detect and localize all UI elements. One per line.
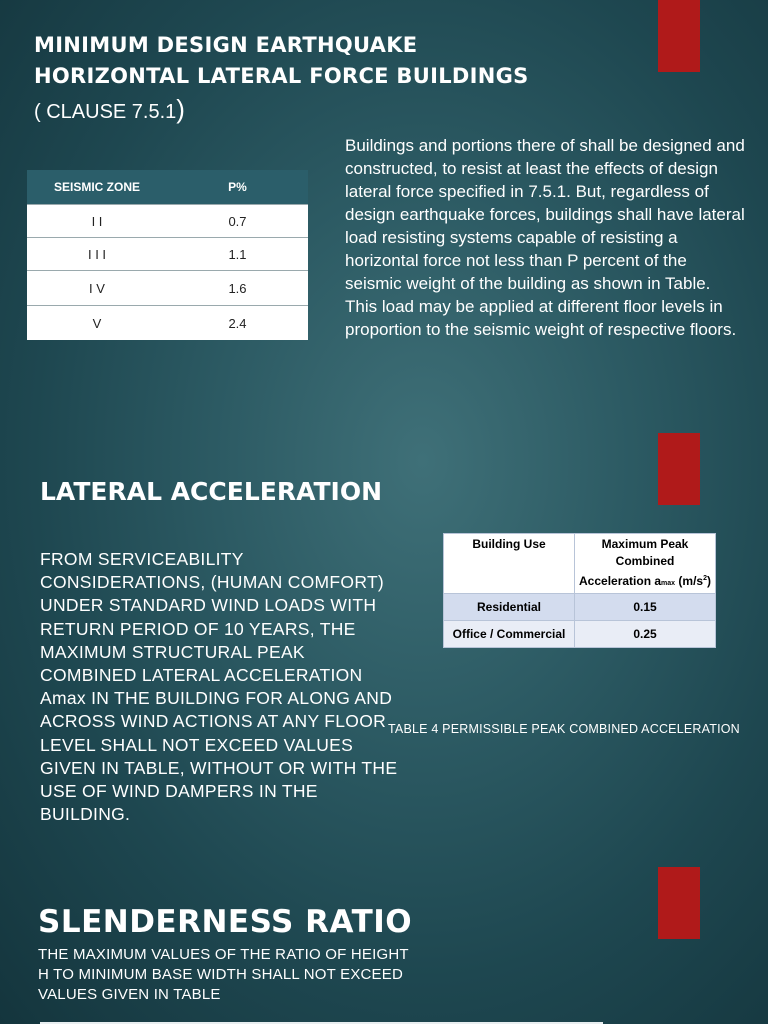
section-heading: SLENDERNESS RATIO [38, 904, 413, 940]
slide-slenderness-ratio [0, 682, 768, 1023]
clause-open: ( [34, 101, 47, 123]
p-value-cell: 2.4 [167, 306, 308, 341]
slenderness-description: THE MAXIMUM VALUES OF THE RATIO OF HEIGHT H TO MINIMUM BASE WIDTH SHALL NOT EXCEED VALUES GIVEN IN TABLE [38, 946, 409, 1003]
building-use-cell: Residential [444, 594, 575, 621]
unit-open: (m/s [675, 574, 704, 588]
acceleration-cell: 0.25 [575, 621, 716, 648]
unit-superscript: 2 [703, 575, 707, 582]
seismic-description: Buildings and portions there of shall be designed and constructed, to resist at least the effects of design lateral force specified in 7.5.1. But, regardless of design earthquake forces, buildings shall have lateral load resisting systems capable of resisting a horizontal force not less than P percent of the seismic weight of the building as shown in Table. This load may be applied at different floor levels in proportion to the seismic weight of respective floors. [345, 136, 745, 339]
building-use-cell: Office / Commercial [444, 621, 575, 648]
header-line: Combined [615, 554, 675, 568]
zone-cell: V [27, 306, 167, 341]
clause-text: CLAUSE 7.5.1 [46, 101, 177, 123]
header-building-use: Building Use [444, 534, 575, 594]
table-row [27, 205, 308, 238]
table-row [444, 621, 716, 648]
table-row [27, 306, 308, 341]
zone-cell: I V [27, 271, 167, 306]
accent-bar [658, 867, 700, 939]
table-header-row [444, 534, 716, 594]
p-value-cell: 1.6 [167, 271, 308, 306]
accent-bar [658, 0, 700, 72]
table-caption: TABLE 4 PERMISSIBLE PEAK COMBINED ACCELERATION [388, 722, 740, 736]
acceleration-cell: 0.15 [575, 594, 716, 621]
seismic-zone-table [27, 170, 308, 340]
clause-close: ) [176, 94, 185, 124]
header-line: Acceleration a [579, 574, 662, 588]
header-p-percent: P% [167, 170, 308, 205]
acceleration-description: FROM SERVICEABILITY CONSIDERATIONS, (HUMAN COMFORT) UNDER STANDARD WIND LOADS WITH RETURN PERIOD OF 10 YEARS, THE MAXIMUM STRUCTURAL PEAK COMBINED LATERAL ACCELERATION Amax IN THE BUILDING FOR ALONG AND ACROSS WIND ACTIONS AT ANY FLOOR LEVEL SHALL NOT EXCEED VALUES GIVEN IN TABLE, WITHOUT OR WITH THE USE OF WIND DAMPERS IN THE BUILDING. [40, 549, 398, 825]
unit-close: ) [706, 574, 711, 588]
slide-lateral-acceleration [0, 341, 768, 825]
header-max-acceleration [575, 534, 716, 594]
table-row [27, 271, 308, 306]
zone-cell: I I I [27, 238, 167, 271]
p-value-cell: 0.7 [167, 205, 308, 238]
table-row [444, 594, 716, 621]
accent-bar [658, 433, 700, 505]
subscript-max: max [661, 580, 676, 587]
section-heading: LATERAL ACCELERATION [40, 477, 383, 506]
table-header-row [27, 170, 308, 205]
header-line: Maximum Peak [601, 537, 689, 551]
title-line-2: HORIZONTAL LATERAL FORCE BUILDINGS [34, 64, 529, 88]
slide-seismic-force [0, 0, 768, 341]
slide-title [34, 30, 529, 92]
zone-cell: I I [27, 205, 167, 238]
title-line-1: MINIMUM DESIGN EARTHQUAKE [34, 33, 418, 57]
table-row [27, 238, 308, 271]
acceleration-table [443, 533, 716, 648]
clause-reference [34, 96, 185, 125]
p-value-cell: 1.1 [167, 238, 308, 271]
header-seismic-zone: SEISMIC ZONE [27, 170, 167, 205]
